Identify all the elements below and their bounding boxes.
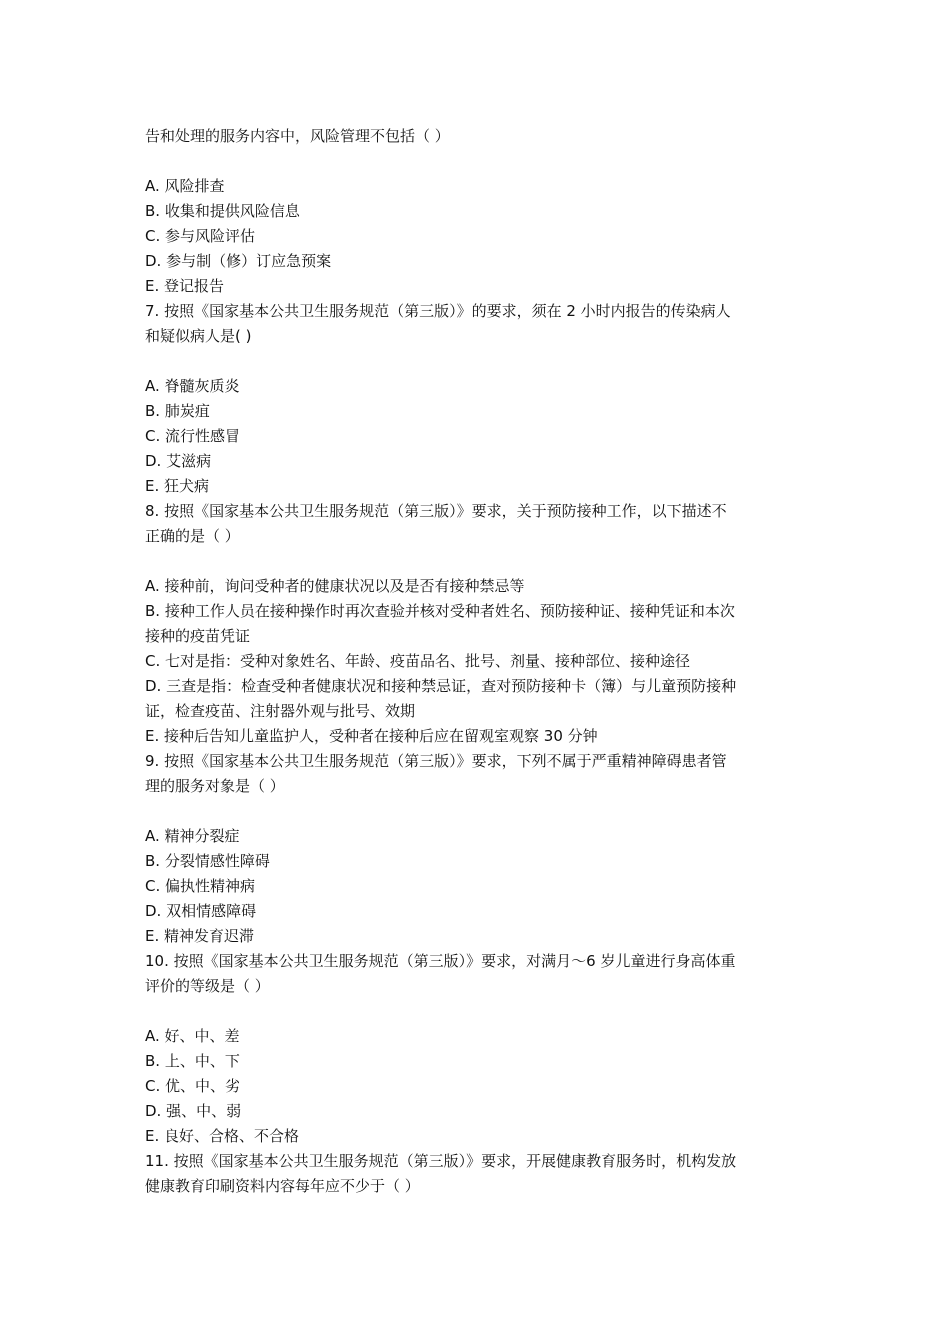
q8-option-c: C. 七对是指：受种对象姓名、年龄、疫苗品名、批号、剂量、接种部位、接种途径 bbox=[145, 652, 691, 670]
q7-option-d: D. 艾滋病 bbox=[145, 452, 212, 470]
q10-option-e: E. 良好、合格、不合格 bbox=[145, 1127, 300, 1145]
q8-option-b: B. 接种工作人员在接种操作时再次查验并核对受种者姓名、预防接种证、接种凭证和本次 bbox=[145, 602, 735, 620]
question-11-text-cont: 健康教育印刷资料内容每年应不少于（ ） bbox=[145, 1177, 420, 1195]
option-b: B. 收集和提供风险信息 bbox=[145, 202, 300, 220]
spacer bbox=[145, 349, 813, 374]
q8-option-e: E. 接种后告知儿童监护人，受种者在接种后应在留观室观察 30 分钟 bbox=[145, 727, 598, 745]
q8-option-a: A. 接种前，询问受种者的健康状况以及是否有接种禁忌等 bbox=[145, 577, 525, 595]
q10-option-d: D. 强、中、弱 bbox=[145, 1102, 242, 1120]
question-7-text: 7. 按照《国家基本公共卫生服务规范（第三版）》的要求，须在 2 小时内报告的传染病人 bbox=[145, 302, 731, 320]
q10-option-a: A. 好、中、差 bbox=[145, 1027, 240, 1045]
option-e: E. 登记报告 bbox=[145, 277, 225, 295]
spacer bbox=[145, 149, 813, 174]
question-text: 告和处理的服务内容中，风险管理不包括（ ） bbox=[145, 127, 450, 145]
q9-option-a: A. 精神分裂症 bbox=[145, 827, 240, 845]
q7-option-b: B. 肺炭疽 bbox=[145, 402, 210, 420]
q8-option-d: D. 三查是指：检查受种者健康状况和接种禁忌证，查对预防接种卡（簿）与儿童预防接种 bbox=[145, 677, 737, 695]
q8-option-b-cont: 接种的疫苗凭证 bbox=[145, 627, 251, 645]
question-9-text-cont: 理的服务对象是（ ） bbox=[145, 777, 285, 795]
q9-option-b: B. 分裂情感性障碍 bbox=[145, 852, 270, 870]
question-10-text-cont: 评价的等级是（ ） bbox=[145, 977, 270, 995]
q9-option-e: E. 精神发育迟滞 bbox=[145, 927, 255, 945]
q10-option-b: B. 上、中、下 bbox=[145, 1052, 240, 1070]
q8-option-d-cont: 证，检查疫苗、注射器外观与批号、效期 bbox=[145, 702, 416, 720]
q7-option-c: C. 流行性感冒 bbox=[145, 427, 241, 445]
spacer bbox=[145, 799, 813, 824]
q7-option-a: A. 脊髓灰质炎 bbox=[145, 377, 240, 395]
question-8-text: 8. 按照《国家基本公共卫生服务规范（第三版）》要求，关于预防接种工作，以下描述不 bbox=[145, 502, 727, 520]
q9-option-c: C. 偏执性精神病 bbox=[145, 877, 256, 895]
q7-option-e: E. 狂犬病 bbox=[145, 477, 210, 495]
question-11-text: 11. 按照《国家基本公共卫生服务规范（第三版）》要求，开展健康教育服务时，机构发放 bbox=[145, 1152, 737, 1170]
document-page bbox=[145, 124, 813, 1199]
question-9-text: 9. 按照《国家基本公共卫生服务规范（第三版）》要求，下列不属于严重精神障碍患者管 bbox=[145, 752, 727, 770]
q10-option-c: C. 优、中、劣 bbox=[145, 1077, 241, 1095]
spacer bbox=[145, 999, 813, 1024]
spacer bbox=[145, 549, 813, 574]
question-7-text-cont: 和疑似病人是( ) bbox=[145, 327, 252, 345]
question-8-text-cont: 正确的是（ ） bbox=[145, 527, 240, 545]
option-a: A. 风险排查 bbox=[145, 177, 225, 195]
question-10-text: 10. 按照《国家基本公共卫生服务规范（第三版）》要求，对满月～6 岁儿童进行身高体重 bbox=[145, 952, 736, 970]
option-d: D. 参与制（修）订应急预案 bbox=[145, 252, 332, 270]
q9-option-d: D. 双相情感障碍 bbox=[145, 902, 257, 920]
option-c: C. 参与风险评估 bbox=[145, 227, 256, 245]
